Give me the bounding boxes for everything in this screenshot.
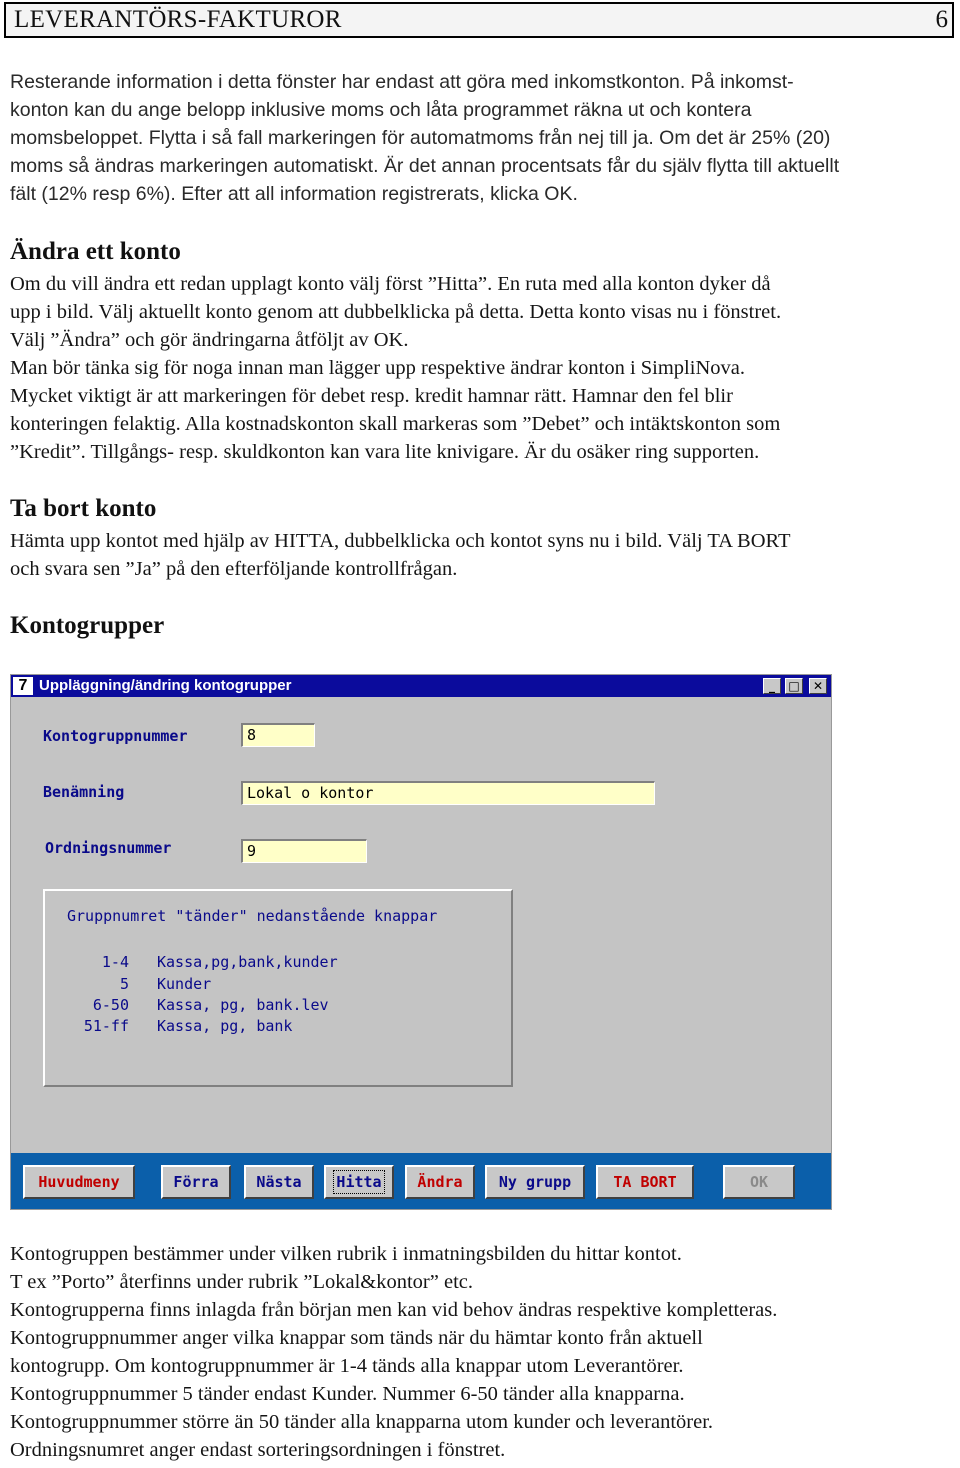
ok-label: OK bbox=[749, 1173, 769, 1191]
text-line: Kontogruppnummer anger vilka knappar som tänds när du hämtar konto från aktuell bbox=[10, 1327, 703, 1349]
text-line: Mycket viktigt är att markeringen för debet resp. kredit hamnar rätt. Hamnar den fel blir bbox=[10, 385, 733, 407]
benamning-field[interactable]: Lokal o kontor bbox=[241, 781, 655, 805]
dialog-button-bar bbox=[11, 1153, 831, 1209]
section-heading-delete: Ta bort konto bbox=[10, 495, 157, 522]
ok-button[interactable] bbox=[723, 1165, 795, 1199]
huvudmeny-label: Huvudmeny bbox=[38, 1173, 120, 1191]
group-info-title: Gruppnumret "tänder" nedanstående knappar bbox=[67, 907, 438, 925]
andra-label: Ändra bbox=[417, 1173, 463, 1191]
kontogrupper-dialog bbox=[10, 674, 832, 1210]
maximize-icon[interactable]: □ bbox=[785, 678, 803, 694]
text-line: Hämta upp kontot med hjälp av HITTA, dubbelklicka och kontot syns nu i bild. Välj TA BORT bbox=[10, 530, 791, 552]
text-line: konteringen felaktig. Alla kostnadskonton skall markeras som ”Debet” och intäktskonton som bbox=[10, 413, 781, 435]
kontogruppnummer-label: Kontogruppnummer bbox=[43, 727, 188, 745]
text-line: konton kan du ange belopp inklusive moms och låta programmet räkna ut och kontera bbox=[10, 99, 752, 121]
huvudmeny-button[interactable] bbox=[23, 1165, 135, 1199]
benamning-label: Benämning bbox=[43, 783, 125, 801]
text-line: och svara sen ”Ja” på den efterföljande kontrollfrågan. bbox=[10, 558, 458, 580]
text-line: Om du vill ändra ett redan upplagt konto välj först ”Hitta”. En ruta med alla konton dyker då bbox=[10, 273, 771, 295]
text-line: Kontogruppnummer 5 tänder endast Kunder. Nummer 6-50 tänder alla knapparna. bbox=[10, 1383, 685, 1405]
ordningsnummer-label: Ordningsnummer bbox=[45, 839, 172, 857]
group-desc: Kunder bbox=[157, 975, 212, 993]
hitta-button[interactable] bbox=[324, 1165, 394, 1199]
kontogruppnummer-field[interactable]: 8 bbox=[241, 723, 315, 747]
group-desc: Kassa, pg, bank.lev bbox=[157, 996, 329, 1014]
delete-paragraph bbox=[10, 527, 950, 583]
text-line: Ordningsnumret anger endast sorteringsordningen i fönstret. bbox=[10, 1439, 506, 1461]
ny-grupp-button[interactable] bbox=[485, 1165, 585, 1199]
text-line: Man bör tänka sig för noga innan man lägger upp respektive ändrar konton i SimpliNova. bbox=[10, 357, 745, 379]
hitta-label: Hitta bbox=[336, 1173, 382, 1191]
nasta-button[interactable] bbox=[244, 1165, 314, 1199]
section-heading-edit: Ändra ett konto bbox=[10, 238, 181, 265]
nasta-label: Nästa bbox=[256, 1173, 302, 1191]
group-code: 6-50 bbox=[92, 996, 129, 1014]
text-line: moms så ändras markeringen automatiskt. Är det annan procentsats får du själv flytta till aktuellt bbox=[10, 155, 840, 177]
text-line: ”Kredit”. Tillgångs- resp. skuldkonton kan vara lite knivigare. Är du osäker ring supporten. bbox=[10, 441, 760, 463]
ta-bort-label: TA BORT bbox=[613, 1173, 677, 1191]
intro-paragraph bbox=[10, 68, 950, 208]
page-number: 6 bbox=[935, 6, 948, 33]
group-desc: Kassa, pg, bank bbox=[157, 1017, 293, 1035]
page-title: LEVERANTÖRS-FAKTUROR bbox=[14, 6, 342, 33]
text-line: T ex ”Porto” återfinns under rubrik ”Lokal&kontor” etc. bbox=[10, 1271, 473, 1293]
text-line: fält (12% resp 6%). Efter att all information registrerats, klicka OK. bbox=[10, 183, 578, 205]
ta-bort-button[interactable] bbox=[596, 1165, 694, 1199]
groups-paragraph bbox=[10, 1240, 950, 1464]
ordningsnummer-field[interactable]: 9 bbox=[241, 839, 367, 863]
edit-paragraph bbox=[10, 270, 950, 466]
ny-grupp-label: Ny grupp bbox=[498, 1173, 572, 1191]
minimize-icon[interactable]: _ bbox=[763, 678, 781, 694]
forra-button[interactable] bbox=[161, 1165, 231, 1199]
section-heading-groups: Kontogrupper bbox=[10, 612, 165, 639]
dialog-titlebar[interactable] bbox=[11, 675, 831, 697]
dialog-title: Uppläggning/ändring kontogrupper bbox=[39, 677, 292, 694]
group-code: 1-4 bbox=[101, 953, 129, 971]
text-line: Välj ”Ändra” och gör ändringarna åtföljt av OK. bbox=[10, 329, 409, 351]
forra-label: Förra bbox=[173, 1173, 219, 1191]
text-line: momsbeloppet. Flytta i så fall markeringen för automatmoms från nej till ja. Om det är 25% (20) bbox=[10, 127, 831, 149]
text-line: Kontogrupperna finns inlagda från början men kan vid behov ändras respektive kompletteras. bbox=[10, 1299, 778, 1321]
page-header bbox=[4, 2, 954, 38]
text-line: Kontogruppen bestämmer under vilken rubrik i inmatningsbilden du hittar kontot. bbox=[10, 1243, 682, 1265]
text-line: kontogrupp. Om kontogruppnummer är 1-4 tänds alla knappar utom Leverantörer. bbox=[10, 1355, 684, 1377]
close-icon[interactable]: ✕ bbox=[809, 678, 827, 694]
text-line: upp i bild. Välj aktuellt konto genom att dubbelklicka på detta. Detta konto visas nu i fönstret. bbox=[10, 301, 782, 323]
group-code: 5 bbox=[119, 975, 129, 993]
text-line: Kontogruppnummer större än 50 tänder alla knapparna utom kunder och leverantörer. bbox=[10, 1411, 714, 1433]
text-line: Resterande information i detta fönster har endast att göra med inkomstkonton. På inkomst- bbox=[10, 71, 794, 93]
group-code: 51-ff bbox=[83, 1017, 129, 1035]
app-icon: 7 bbox=[13, 677, 33, 695]
group-desc: Kassa,pg,bank,kunder bbox=[157, 953, 338, 971]
group-info-box bbox=[43, 889, 513, 1087]
andra-button[interactable] bbox=[405, 1165, 475, 1199]
